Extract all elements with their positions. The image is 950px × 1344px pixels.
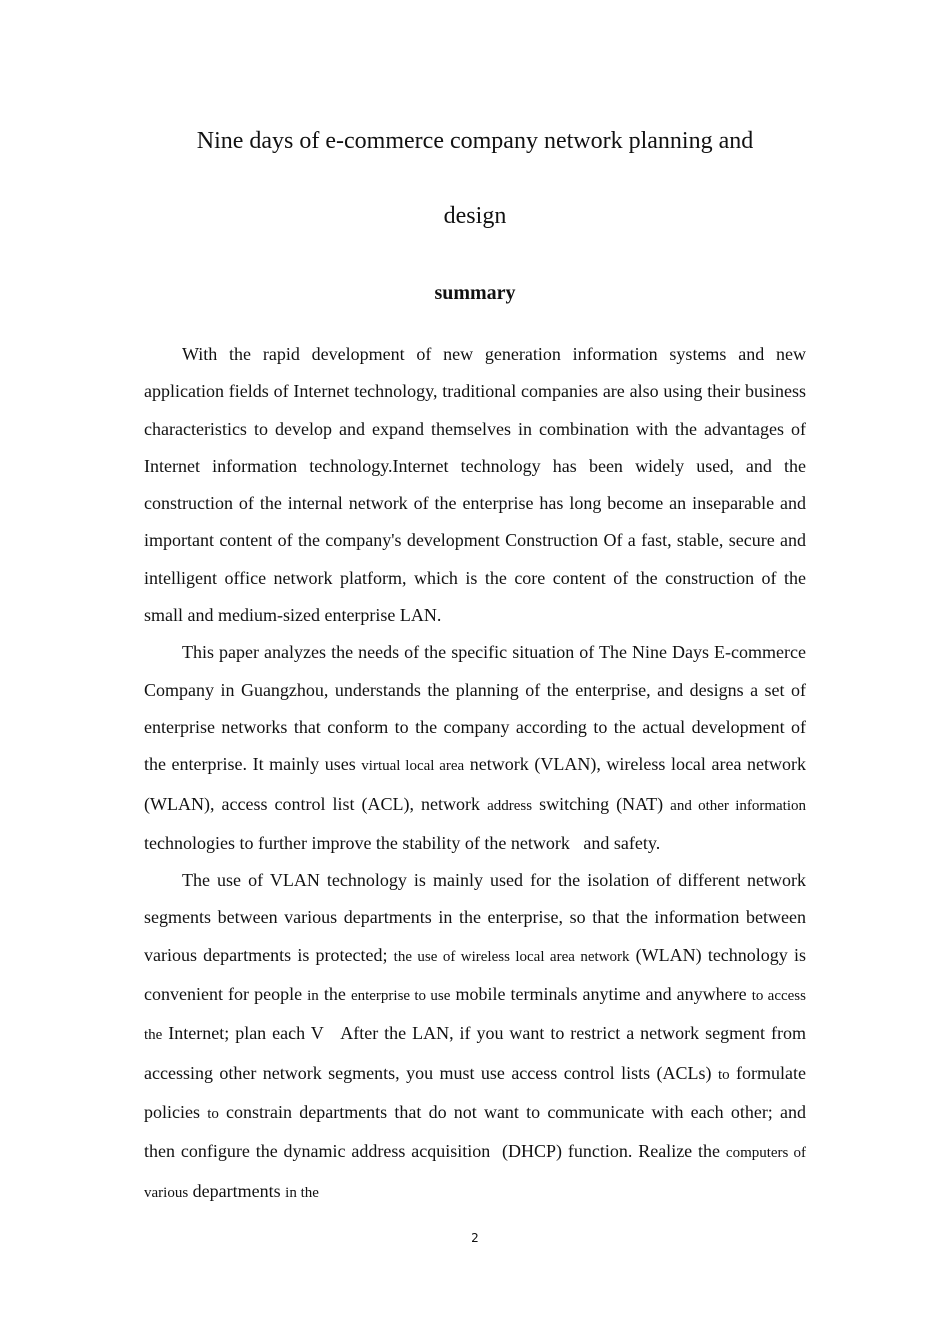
paragraph-3-small-text: enterprise to use	[350, 988, 451, 1005]
summary-heading: summary	[434, 282, 516, 304]
paragraph-3-text: departments	[188, 1180, 286, 1201]
paragraph-3-small-text: in the	[285, 1184, 319, 1201]
paragraph-3-small-text: computers of various	[144, 1145, 807, 1201]
paragraph-3-small-text: to	[207, 1105, 219, 1122]
paragraph-3-text: constrain departments that do not want to communicate with each other; and then configure the dynamic address acquisition (DHCP) function. Realize the	[144, 1101, 806, 1162]
paragraph-3-small-text: to access the	[144, 988, 806, 1044]
paragraph-2-text: technologies to further improve the stability of the network and safety.	[144, 832, 661, 853]
paragraph-3-text: Internet; plan each V After the LAN, if you want to restrict a network segment from accessing other network segments, you must use access control lists (ACLs)	[144, 1023, 806, 1083]
paragraph-1	[144, 336, 806, 634]
paragraph-2	[144, 634, 806, 862]
page-number: 2	[471, 1231, 479, 1245]
paragraph-2-text: network (VLAN), wireless local area network (WLAN), access control list (ACL), network	[144, 754, 807, 814]
paragraph-3-text: the	[318, 984, 351, 1005]
paragraph-3-small-text: in	[307, 988, 319, 1005]
paragraph-3-text: formulate policies	[144, 1062, 806, 1122]
paragraph-2-small-text: virtual local area	[361, 758, 465, 775]
paragraph-1-text: With the rapid development of new generation information systems and new application fields of Internet technology, traditional companies are also using their business characteristics to develop and expand themselves in combination with the advantages of Internet information technology.Internet technology has been widely used, and the construction of the internal network of the enterprise has long become an inseparable and important content of the company's development Construction Of a fast, stable, secure and intelligent office network platform, which is the core content of the construction of the small and medium-sized enterprise LAN.	[144, 344, 806, 626]
paragraph-2-small-text: address	[487, 797, 533, 814]
paragraph-2-text: switching (NAT)	[532, 793, 671, 814]
document-title-line-1: Nine days of e-commerce company network planning and	[196, 128, 754, 154]
paragraph-3-text: mobile terminals anytime and anywhere	[450, 984, 752, 1005]
summary-body	[144, 336, 806, 1212]
paragraph-3-small-text: the use of wireless local area network	[393, 948, 630, 965]
paragraph-3-text: (WLAN) technology is convenient for people	[144, 944, 806, 1005]
paragraph-3-small-text: to	[717, 1066, 730, 1083]
document-title-line-2: design	[443, 203, 507, 229]
paragraph-2-text: This paper analyzes the needs of the specific situation of The Nine Days E-commerce Company in Guangzhou, understands the planning of the enterprise, and designs a set of enterprise networks that conform to the company according to the actual development of the enterprise. It mainly uses	[144, 642, 806, 775]
paragraph-2-small-text: and other information	[670, 797, 807, 814]
paragraph-3	[144, 862, 806, 1212]
paragraph-3-text: The use of VLAN technology is mainly used for the isolation of different network segments between various departments in the enterprise, so that the information between various departments is protected;	[144, 870, 806, 965]
